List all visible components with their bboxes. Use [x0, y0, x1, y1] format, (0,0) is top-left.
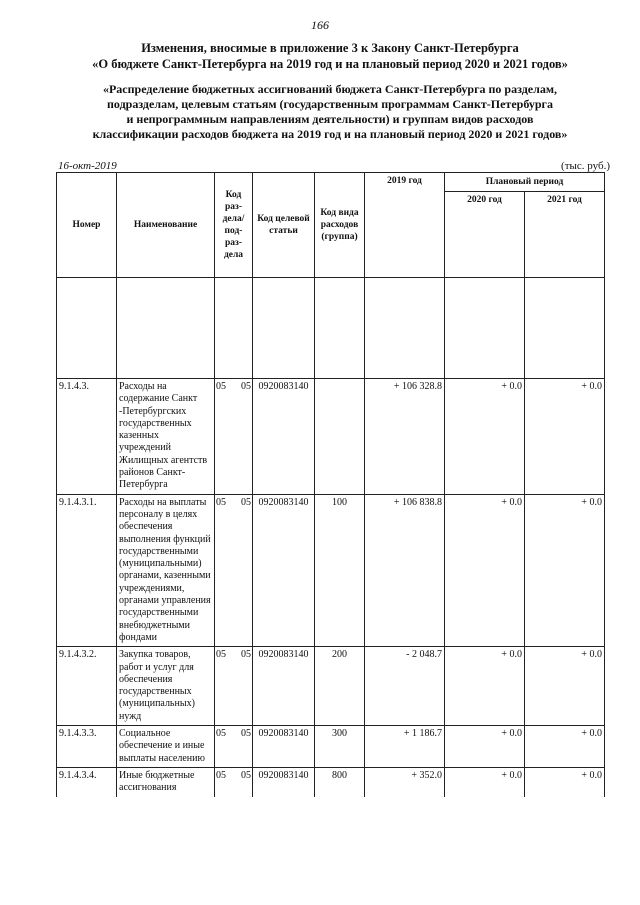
header-number: Номер	[57, 173, 117, 278]
row-type: 800	[315, 767, 365, 796]
row-section: 05 05	[215, 726, 253, 768]
row-section: 05 05	[215, 379, 253, 495]
table-row	[57, 726, 605, 768]
row-name: Расходы на содержание Санкт -Петербургских государственных казенных учреждений Жилищных агентств районов Санкт-Петербурга	[117, 379, 215, 495]
row-target: 0920083140	[253, 767, 315, 796]
row-target: 0920083140	[253, 494, 315, 647]
row-type: 300	[315, 726, 365, 768]
subtitle-line: классификации расходов бюджета на 2019 год и на плановый период 2020 и 2021 годов»	[92, 127, 568, 141]
row-name: Закупка товаров, работ и услуг для обеспечения государственных (муниципальных) нужд	[117, 647, 215, 726]
row-number: 9.1.4.3.	[57, 379, 117, 495]
row-target: 0920083140	[253, 379, 315, 495]
row-2021: + 0.0	[525, 379, 605, 495]
subtitle-line: «Распределение бюджетных ассигнований бюджета Санкт-Петербурга по разделам,	[102, 82, 558, 96]
row-name: Социальное обеспечение и иные выплаты населению	[117, 726, 215, 768]
header-target: Код целевой статьи	[253, 173, 315, 278]
row-name: Расходы на выплаты персоналу в целях обеспечения выполнения функций государственными (муниципальными) органами, казенными учреждениями, органами управления государственными внебюджетными фондами	[117, 494, 215, 647]
row-2019: + 106 838.8	[365, 494, 445, 647]
row-2019: + 1 186.7	[365, 726, 445, 768]
table-row	[57, 767, 605, 796]
row-number: 9.1.4.3.3.	[57, 726, 117, 768]
row-number: 9.1.4.3.4.	[57, 767, 117, 796]
table-row	[57, 647, 605, 726]
row-type: 200	[315, 647, 365, 726]
row-2019: + 352.0	[365, 767, 445, 796]
table-row	[57, 379, 605, 495]
row-section: 05 05	[215, 494, 253, 647]
row-2020: + 0.0	[445, 726, 525, 768]
row-target: 0920083140	[253, 726, 315, 768]
header-2020: 2020 год	[445, 192, 525, 278]
row-2020: + 0.0	[445, 767, 525, 796]
page-number: 166	[311, 18, 329, 32]
row-target: 0920083140	[253, 647, 315, 726]
row-2021: + 0.0	[525, 726, 605, 768]
subtitle-line: подразделам, целевым статьям (государственным программам Санкт-Петербурга	[107, 97, 553, 111]
row-section: 05 05	[215, 767, 253, 796]
table-row	[57, 494, 605, 647]
row-2021: + 0.0	[525, 494, 605, 647]
header-planned: Плановый период	[445, 173, 605, 192]
document-subtitle	[40, 82, 620, 142]
title-line: «О бюджете Санкт-Петербурга на 2019 год и на плановый период 2020 и 2021 годов»	[92, 57, 568, 71]
row-2021: + 0.0	[525, 647, 605, 726]
title-line: Изменения, вносимые в приложение 3 к Закону Санкт-Петербурга	[141, 41, 519, 55]
row-type: 100	[315, 494, 365, 647]
header-section: Код раз- дела/ под- раз- дела	[215, 173, 253, 278]
row-number: 9.1.4.3.1.	[57, 494, 117, 647]
row-type	[315, 379, 365, 495]
row-2020: + 0.0	[445, 494, 525, 647]
document-title	[40, 40, 620, 72]
subtitle-line: и непрограммным направлениям деятельности) и группам видов расходов	[126, 112, 534, 126]
header-2019: 2019 год	[365, 173, 445, 278]
row-2021: + 0.0	[525, 767, 605, 796]
row-name: Иные бюджетные ассигнования	[117, 767, 215, 796]
row-number: 9.1.4.3.2.	[57, 647, 117, 726]
row-2019: - 2 048.7	[365, 647, 445, 726]
header-type: Код вида расходов (группа)	[315, 173, 365, 278]
budget-table	[56, 172, 605, 797]
row-2019: + 106 328.8	[365, 379, 445, 495]
header-2021: 2021 год	[525, 192, 605, 278]
document-date: 16-окт-2019	[58, 160, 117, 172]
row-2020: + 0.0	[445, 647, 525, 726]
row-2020: + 0.0	[445, 379, 525, 495]
units-label: (тыс. руб.)	[561, 160, 610, 172]
row-section: 05 05	[215, 647, 253, 726]
header-name: Наименование	[117, 173, 215, 278]
table-spacer-row	[57, 278, 605, 379]
